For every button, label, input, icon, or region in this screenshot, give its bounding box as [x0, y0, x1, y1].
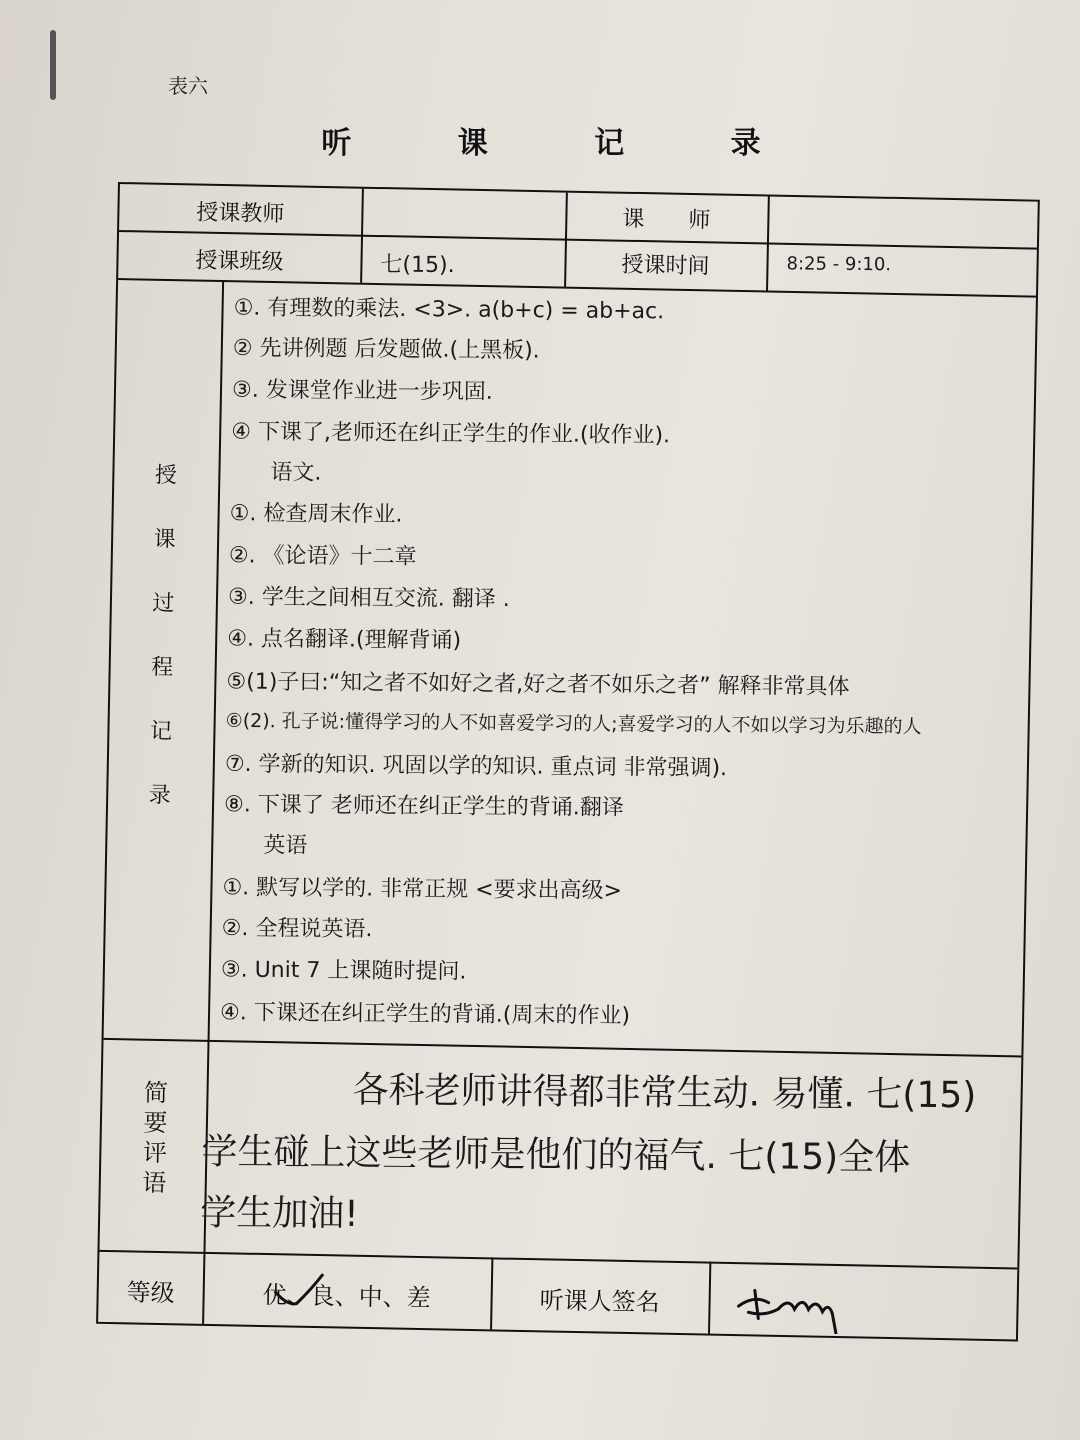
process-line: ③. Unit 7 上课随时提问. — [220, 957, 467, 985]
process-line: ③. 学生之间相互交流. 翻译 . — [227, 584, 510, 613]
grade-label: 等级 — [126, 1278, 175, 1308]
subject-teacher-value — [768, 204, 1036, 209]
class-label: 授课班级 — [195, 248, 284, 276]
time-value: 8:25 - 9:10. — [786, 253, 892, 276]
class-value: 七(15). — [380, 252, 455, 279]
process-line: ⑥(2). 孔子说:懂得学习的人不如喜爱学习的人;喜爱学习的人不如以学习为乐趣的人 — [225, 710, 922, 739]
process-label: 授课过程记录 — [144, 462, 177, 848]
process-line: ④. 下课还在纠正学生的背诵.(周末的作业) — [220, 999, 631, 1029]
subject-teacher-label: 课 师 — [622, 206, 711, 234]
observation-table — [96, 182, 1040, 1341]
time-label: 授课时间 — [621, 252, 710, 280]
grade-options — [202, 1274, 491, 1315]
process-line: ② 先讲例题 后发题做.(上黑板). — [232, 336, 540, 364]
process-line: ①. 默写以学的. 非常正规 <要求出高级> — [222, 875, 623, 904]
binder-clip — [50, 30, 56, 100]
grade-options-text: 优、良、中、差 — [262, 1280, 431, 1313]
remark-line: 学生加油! — [200, 1192, 359, 1235]
remark-line: 各科老师讲得都非常生动. 易懂. 七(15) — [352, 1069, 977, 1117]
process-line: ⑦. 学新的知识. 巩固以学的知识. 重点词 非常强调). — [224, 751, 728, 782]
teacher-value — [362, 199, 566, 203]
process-line: ②. 全程说英语. — [221, 915, 373, 942]
process-line: ⑤(1)子曰:“知之者不如好之者,好之者不如乐之者” 解释非常具体 — [226, 669, 850, 700]
teacher-label: 授课教师 — [196, 200, 285, 228]
remarks-label: 简要评语 — [137, 1079, 168, 1201]
remarks-text — [200, 1048, 1014, 1264]
process-notes — [220, 288, 1024, 1049]
page-title: 听 课 记 录 — [321, 126, 809, 161]
signature-label: 听课人签名 — [539, 1286, 660, 1317]
form-label: 表六 — [168, 74, 208, 98]
process-line: ④. 点名翻译.(理解背诵) — [227, 625, 462, 653]
process-line: 语文. — [270, 460, 322, 486]
process-line: ②. 《论语》十二章 — [228, 542, 417, 570]
process-line: 英语 — [263, 832, 308, 859]
grade-check-mark — [266, 1269, 327, 1310]
process-line: ①. 检查周末作业. — [229, 501, 403, 528]
process-line: ⑧. 下课了 老师还在纠正学生的背诵.翻译 — [223, 792, 624, 822]
remark-line: 学生碰上这些老师是他们的福气. 七(15)全体 — [201, 1131, 911, 1179]
signature-scribble — [728, 1272, 889, 1335]
process-line: ④ 下课了,老师还在纠正学生的作业.(收作业). — [231, 419, 671, 449]
process-line: ③. 发课堂作业进一步巩固. — [231, 377, 493, 405]
process-line: ①. 有理数的乘法. <3>. a(b+c) = ab+ac. — [233, 295, 665, 325]
signature — [728, 1272, 889, 1335]
